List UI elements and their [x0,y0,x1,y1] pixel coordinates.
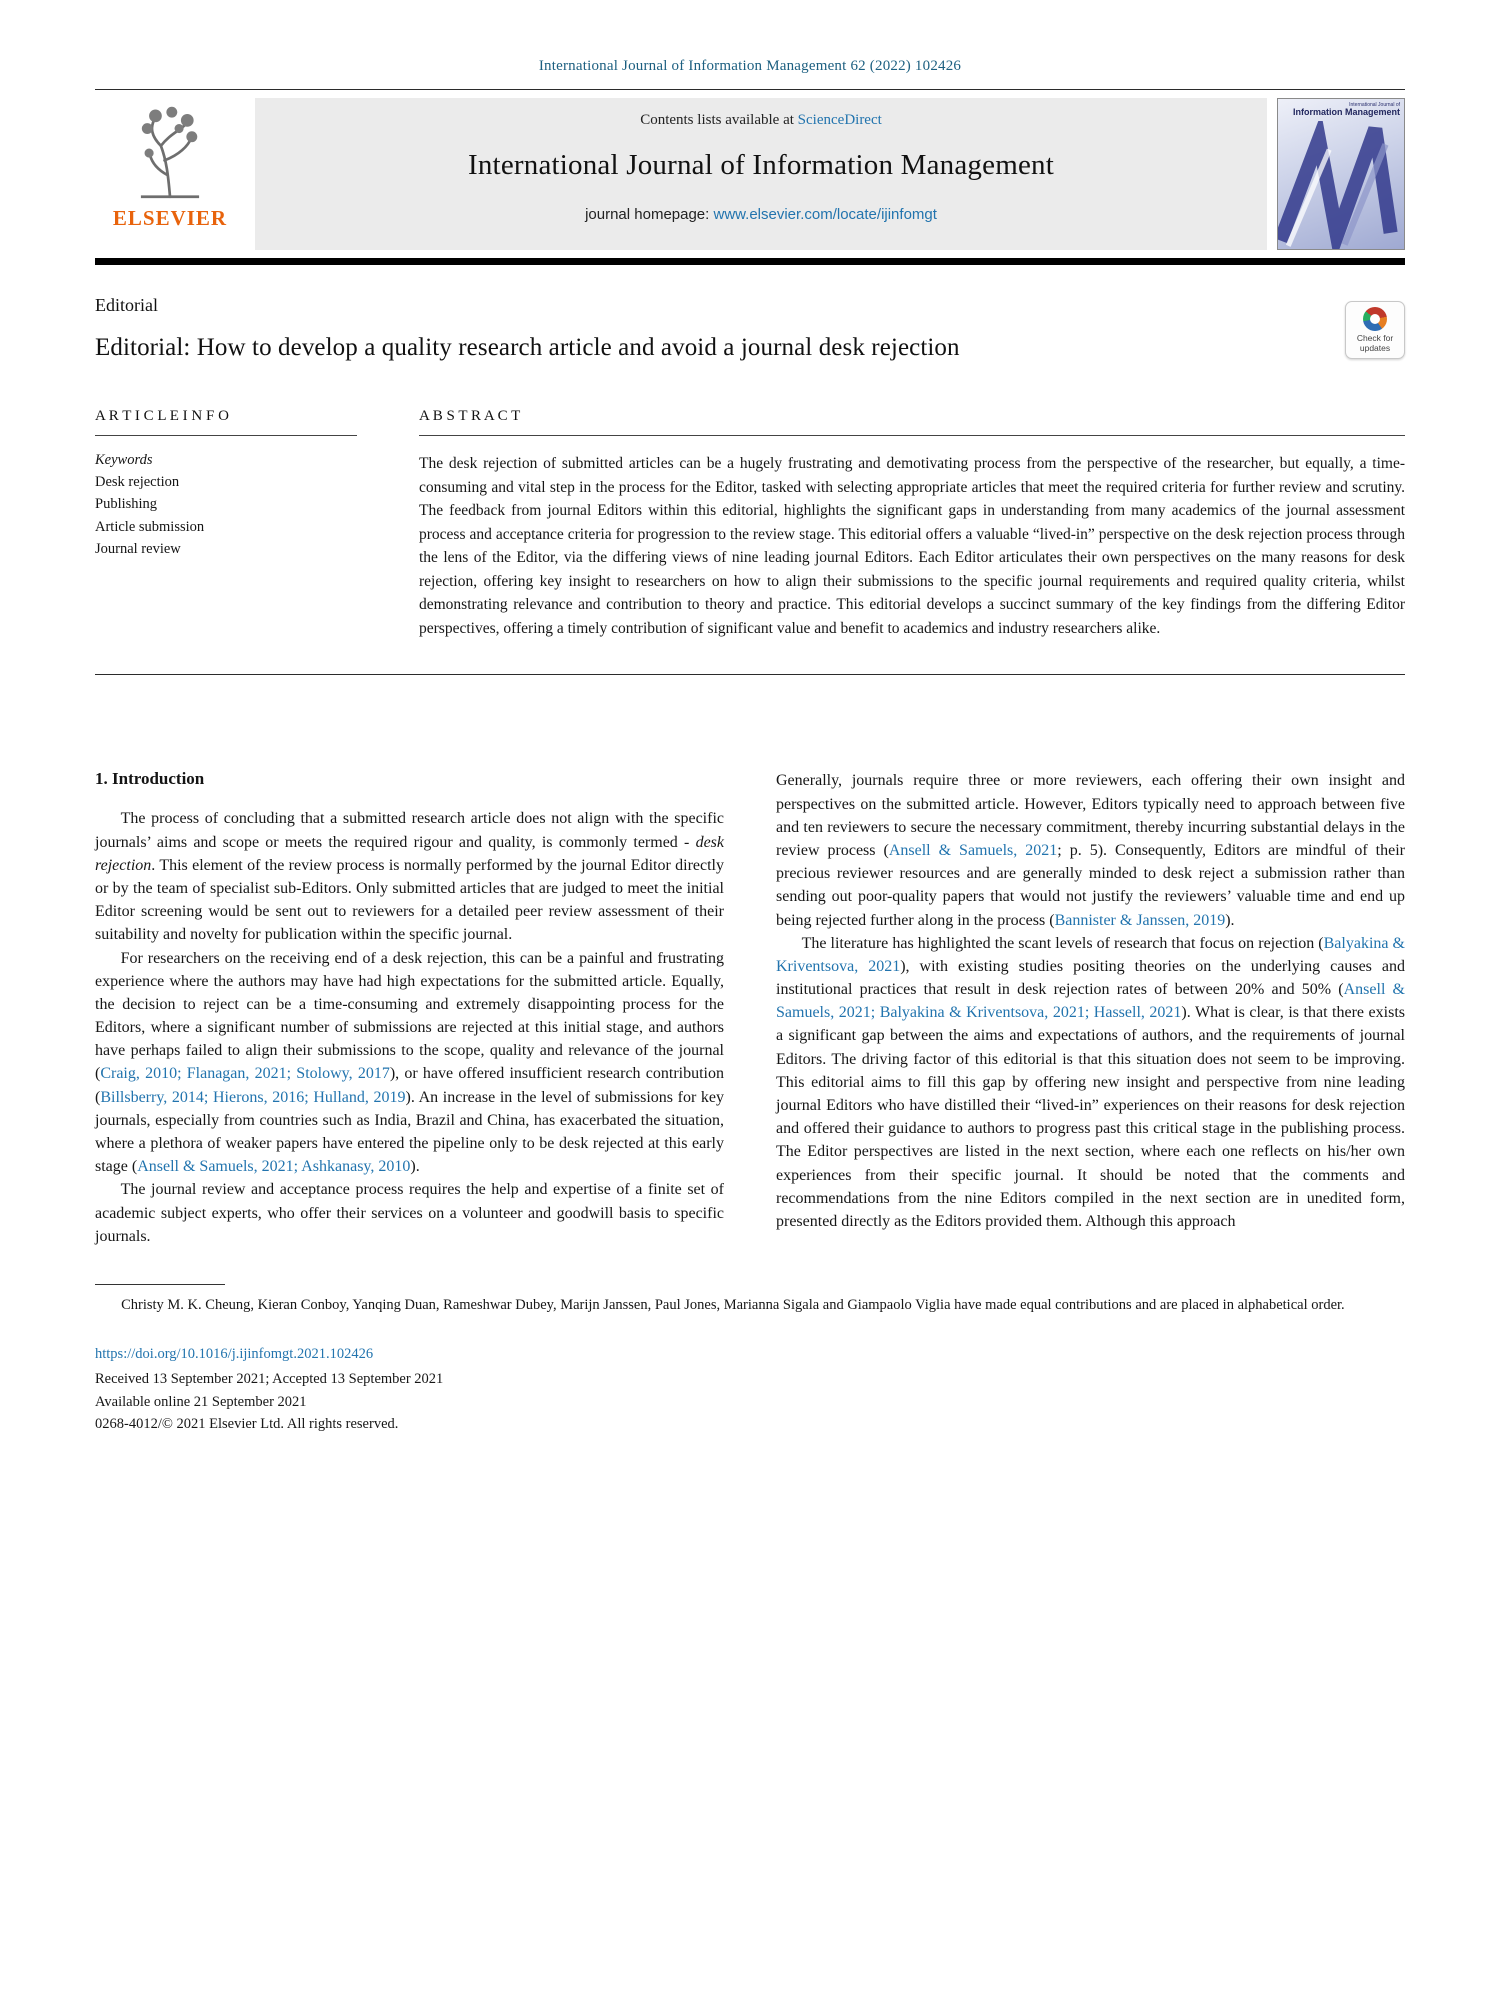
article-info-column [95,408,357,640]
check-for-updates-label: Check for updates [1356,333,1394,353]
section-heading-introduction: 1. Introduction [95,769,205,789]
paragraph [95,807,724,946]
text-segment: ; p. 5). Consequently, Editors are mindful of their precious reviewer resources and are generally minded to desk reject a submission rather than sending out poor-quality papers that would not justify the reviewers’ valuable time and end up being rejected further along in the process ( [776,841,1406,929]
right-column [776,769,1405,1248]
footnote-rule [95,1284,225,1285]
cover-kicker: International Journal of [1349,102,1400,108]
copyright-line: 0268-4012/© 2021 Elsevier Ltd. All rights reserved. [95,1416,399,1433]
text-segment: For researchers on the receiving end of a desk rejection, this can be a painful and frustrating experience where the authors may have had high expectations for the submitted article. Equally, the decision to reject can be a time-consuming and extremely disappointing process for the Editors, where a significant number of submissions are rejected at this initial stage, and authors have perhaps failed to align their submissions to the scope, quality and relevance of the journal ( [95,949,724,1083]
text-segment: ), or have offered insufficient research contribution ( [95,1065,724,1106]
paragraph [95,1178,724,1248]
citation-link[interactable]: Bannister & Janssen, 2019 [1054,911,1226,929]
cover-titles [1293,102,1400,117]
journal-title: International Journal of Information Management [468,149,1054,181]
footnote-text: Christy M. K. Cheung, Kieran Conboy, Yanqing Duan, Rameshwar Dubey, Marijn Janssen, Paul Jones, Marianna Sigala and Giampaolo Viglia have made equal contributions and are placed in alphabetical order. [121,1296,1345,1313]
check-for-updates-badge[interactable] [1345,301,1405,359]
cover-title: Information Management [1292,107,1400,117]
available-online-line: Available online 21 September 2021 [95,1393,307,1410]
article-header [95,295,1405,362]
keyword-item: Journal review [95,541,181,558]
abstract-text: The desk rejection of submitted articles can be a hugely frustrating and demotivating process from the perspective of the researcher, but equally, a time-consuming and vital step in the process for the Editor, tasked with selecting appropriate articles that meet the required criteria for further review and scrutiny. The feedback from journal Editors within this editorial, highlights the significant gaps in understanding from many academics of the journal assessment process and acceptance criteria for progression to the review stage. This editorial offers a valuable “lived-in” perspective on the desk rejection process through the lens of the Editor, via the differing views of nine leading journal Editors. Each Editor articulates their own perspectives on the many reasons for desk rejection, offering key insight to researchers on how to align their submissions to the specific journal requirements and required quality criteria, whilst demonstrating relevance and contribution to theory and practice. This editorial develops a succinct summary of the key findings from the differing Editor perspectives, offering a timely contribution of significant value and benefit to academics and industry researchers alike. [419,455,1405,637]
article-header-left [95,295,960,362]
article-info-heading: A R T I C L E I N F O [95,408,357,436]
keyword-item: Desk rejection [95,474,180,490]
cover-artwork [1278,121,1405,250]
article-title: Editorial: How to develop a quality research article and avoid a journal desk rejection [95,334,960,361]
article-info-abstract-block [95,408,1405,675]
crossmark-icon [1363,307,1387,331]
citation-link[interactable]: Balyakina & Kriventsova, 2021 [776,934,1406,975]
received-accepted-line: Received 13 September 2021; Accepted 13 September 2021 [95,1371,444,1388]
footer-metadata [95,1343,1405,1436]
abstract-column [419,408,1405,640]
sciencedirect-link[interactable]: ScienceDirect [797,112,882,128]
journal-homepage-link[interactable]: www.elsevier.com/locate/ijinfomgt [713,206,937,223]
journal-banner [255,98,1267,250]
text-segment: desk rejection [95,833,724,874]
text-segment: . This element of the review process is normally performed by the journal Editor directly or by the team of specialist sub-Editors. Only submitted articles that are judged to meet the initial Editor screening would be sent out to reviewers for a detailed peer review assessment of their suitability and novelty for publication within the specific journal. [95,856,724,944]
text-segment: ). [410,1158,420,1176]
abstract-heading: A B S T R A C T [419,408,1405,436]
contents-line [255,112,1267,129]
text-segment: The literature has highlighted the scant levels of research that focus on rejection ( [801,934,1324,952]
elsevier-logo[interactable] [95,98,245,250]
journal-reference-line: International Journal of Information Management 62 (2022) 102426 [538,58,962,74]
text-segment: The journal review and acceptance process requires the help and expertise of a finite set of academic subject experts, who offer their services on a volunteer and goodwill basis to specific journals. [95,1181,724,1245]
paragraph [776,769,1405,931]
paragraph [776,932,1405,1233]
article-body [95,769,1405,1248]
journal-cover-thumbnail[interactable] [1277,98,1405,250]
homepage-prefix: journal homepage: [585,206,714,223]
divider-bar [95,258,1405,265]
keyword-item: Article submission [95,518,205,535]
contents-prefix: Contents lists available at [640,112,798,128]
article-type-label: Editorial [95,295,158,315]
text-segment: Generally, journals require three or more reviewers, each offering their own insight and perspectives on the submitted article. However, Editors typically need to approach between five and ten reviewers to secure the necessary commitment, thereby incurring substantial delays in the review process ( [776,772,1405,859]
keywords-label: Keywords [95,452,153,468]
footnote-area [95,1284,1405,1317]
text-segment: ), with existing studies positing theories on the underlying causes and institutional practices that result in desk rejection rates of between 20% and 50% ( [776,957,1405,999]
paragraph [95,947,724,1179]
left-column [95,769,724,1248]
top-rule [95,89,1405,90]
homepage-line [255,206,1267,223]
citation-link[interactable]: Ansell & Samuels, 2021; Balyakina & Kriventsova, 2021; Hassell, 2021 [776,981,1406,1022]
citation-link[interactable]: Billsberry, 2014; Hierons, 2016; Hulland, 2019 [100,1088,406,1106]
elsevier-tree-icon [124,104,216,204]
citation-link[interactable]: Craig, 2010; Flanagan, 2021; Stolowy, 2017 [100,1065,390,1083]
masthead [95,98,1405,250]
text-segment: The process of concluding that a submitted research article does not align with the specific journals’ aims and scope or meets the required rigour and quality, is commonly termed - [95,810,724,851]
elsevier-wordmark: ELSEVIER [112,206,228,230]
text-segment: ). [1225,911,1235,929]
text-segment: ). An increase in the level of submissions for key journals, especially from countries such as India, Brazil and China, has exacerbated the situation, where a plethora of weaker papers have entered the pipeline only to be desk rejected at this early stage ( [95,1088,725,1176]
text-segment: ). What is clear, is that there exists a significant gap between the aims and expectations of authors, and the requirements of journal Editors. The driving factor of this editorial is that this situation does not seem to be improving. This editorial aims to fill this gap by offering new insight and perspective from nine leading journal Editors who have distilled their “lived-in” experiences on their reasons for desk rejection and offered their guidance to authors to progress past this critical stage in the publishing process. The Editor perspectives are listed in the next section, where each one reflects on his/her own experiences from their specific journal. It should be noted that the comments and recommendations from the nine Editors compiled in the next section are in unedited form, presented directly as the Editors provided them. Although this approach [776,1004,1405,1230]
keyword-item: Publishing [95,496,158,513]
citation-link[interactable]: Ansell & Samuels, 2021; Ashkanasy, 2010 [137,1158,411,1176]
doi-link[interactable]: https://doi.org/10.1016/j.ijinfomgt.2021.102426 [95,1345,374,1362]
citation-link[interactable]: Ansell & Samuels, 2021 [888,841,1058,859]
